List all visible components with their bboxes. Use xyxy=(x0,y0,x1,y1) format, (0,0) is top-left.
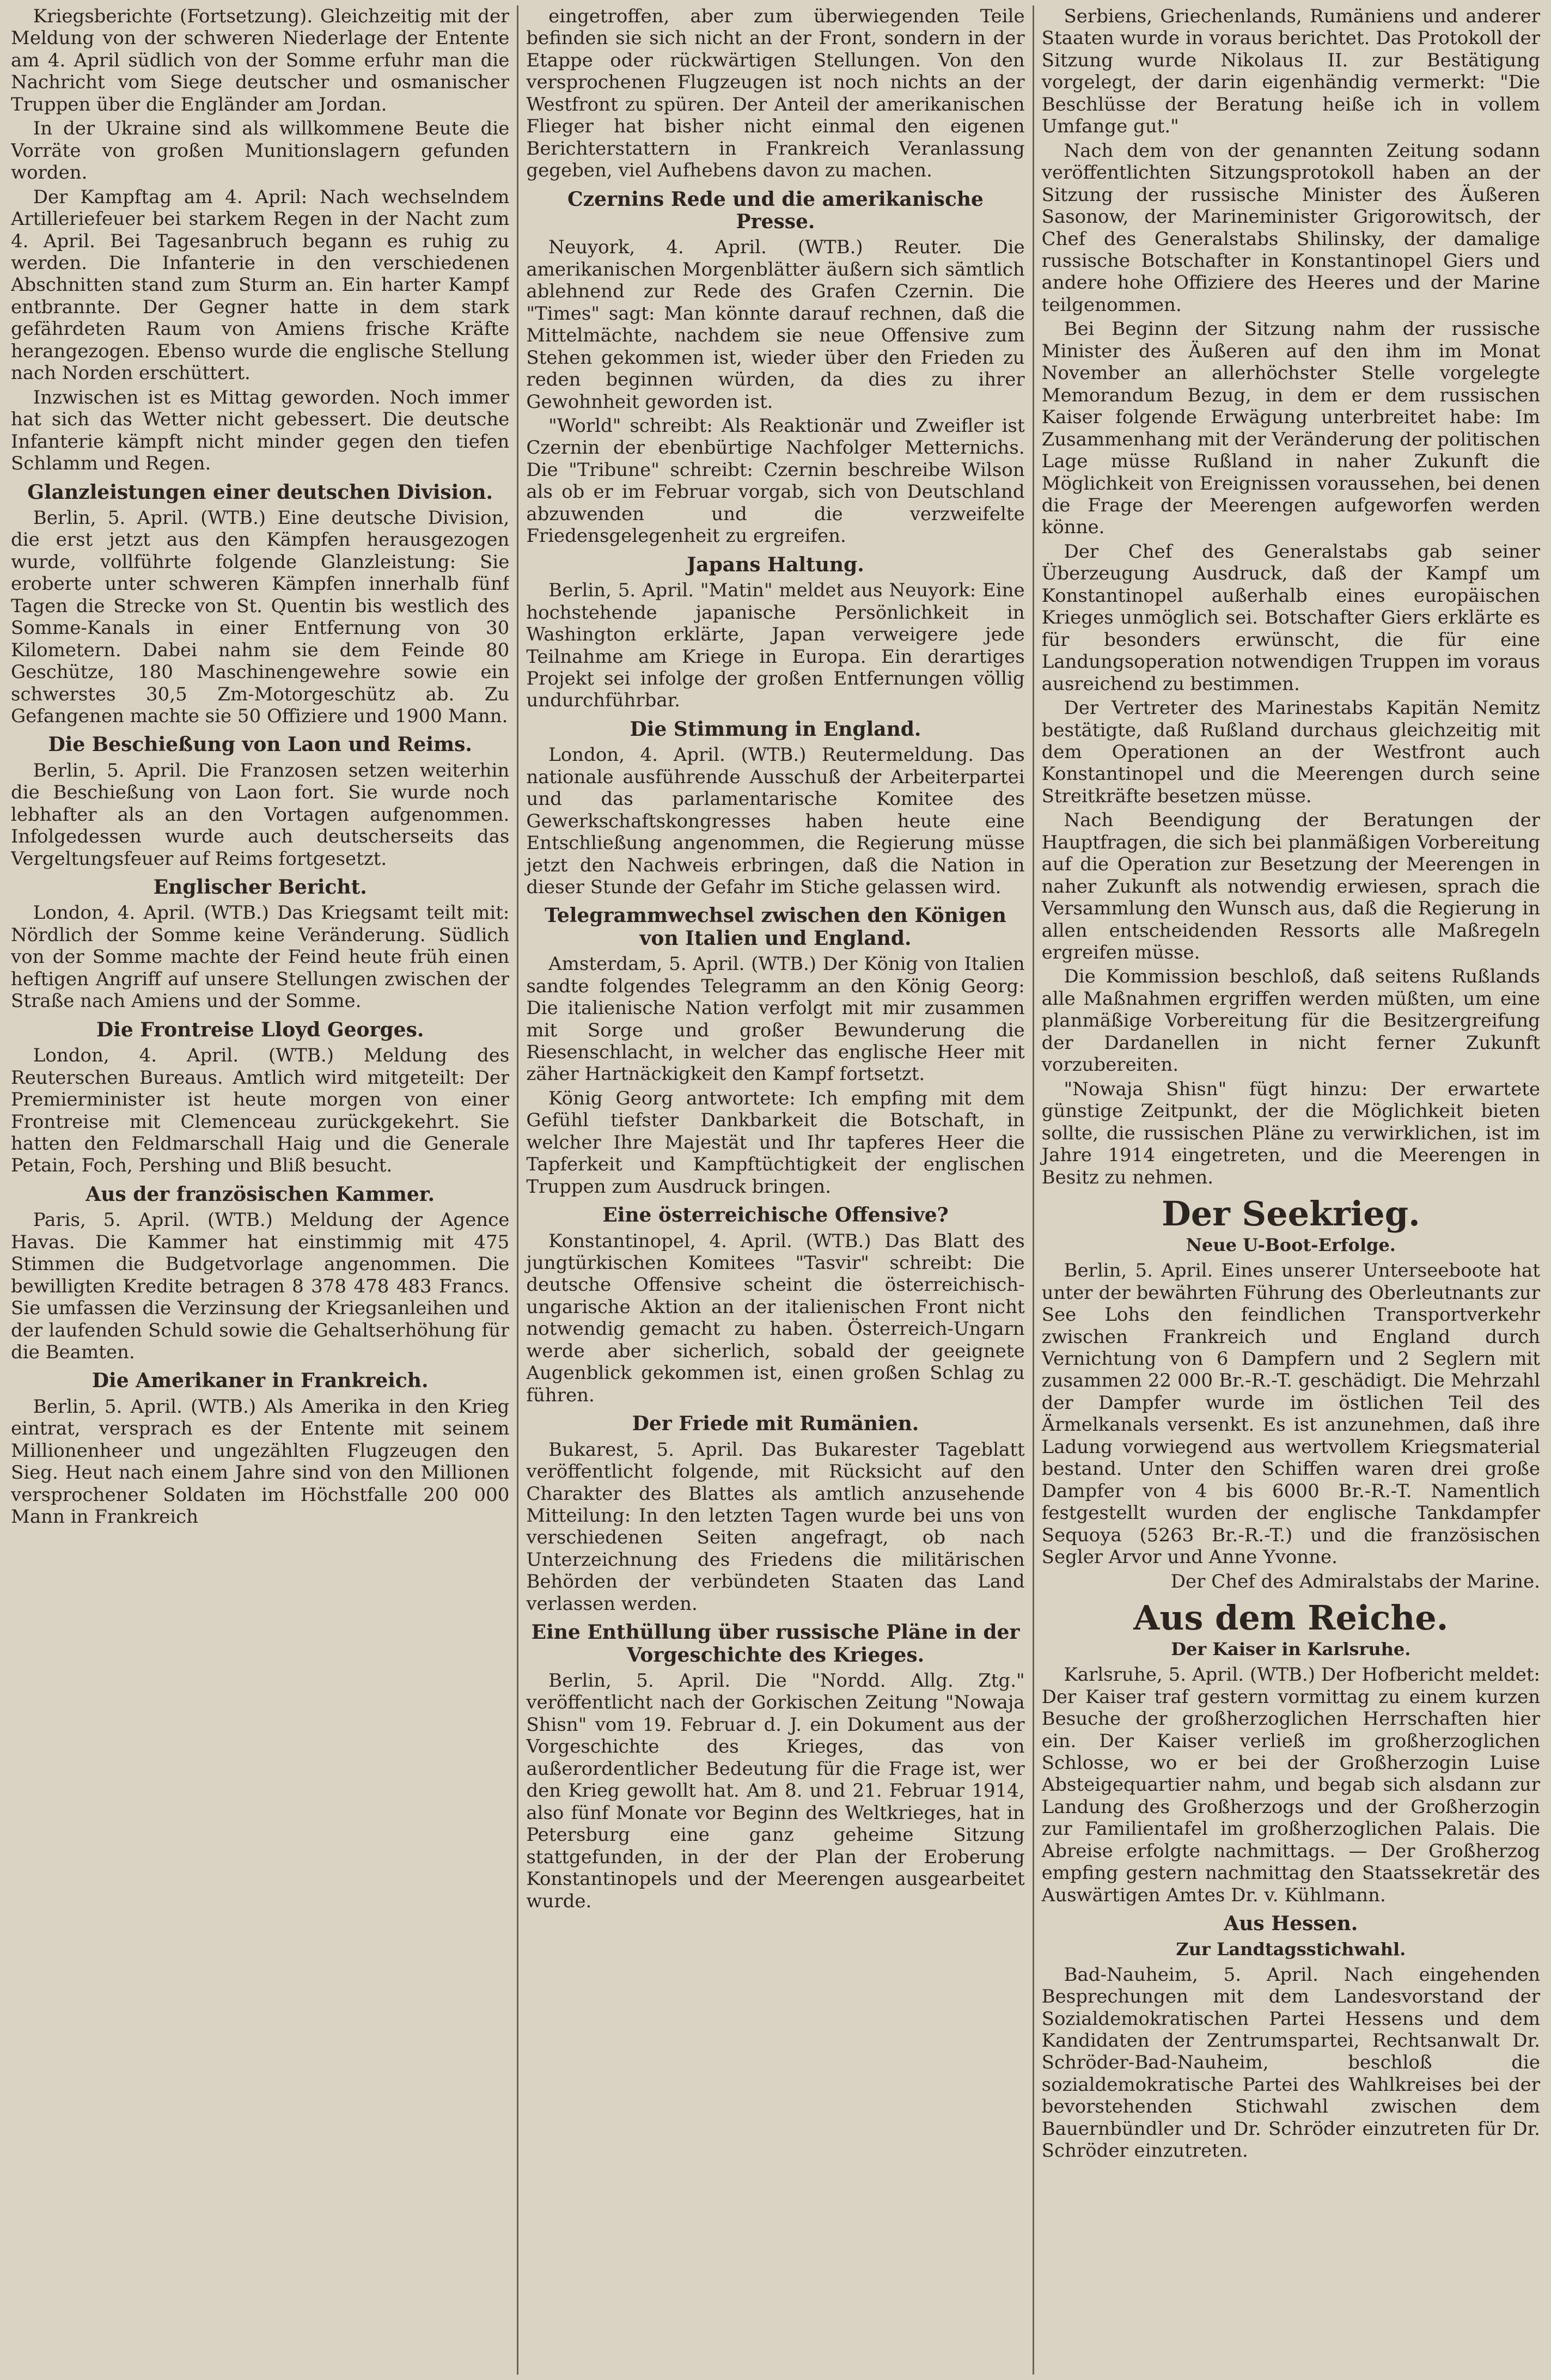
article-heading: Die Beschießung von Laon und Reims. xyxy=(48,733,472,756)
section-heading: Aus dem Reiche. xyxy=(1133,1597,1449,1638)
article-signature: Der Chef des Admiralstabs der Marine. xyxy=(1170,1570,1540,1592)
article-paragraph: Berlin, 5. April. Die "Nordd. Allg. Ztg." veröffentlicht nach der Gorkischen Zeitung "Nowaja Shisn" vom 19. Februar d. J. ein Dokument aus der Vorgeschichte des Krieges, das von außerordentlicher Bedeutung für die Frage ist, wer den Krieg gewollt hat. Am 8. und 21. Februar 1914, also fünf Monate vor Beginn des Weltkrieges, hat in Petersburg eine ganz geheime Sitzung stattgefunden, in der der Plan der Eroberung Konstantinopels und der Meerengen ausgearbeitet wurde. xyxy=(526,1670,1025,1912)
article-paragraph: Berlin, 5. April. Die Franzosen setzen weiterhin die Beschießung von Laon fort. Sie wurde noch lebhafter als an den Vortagen aufgenommen. Infolgedessen wurde auch deutscherseits das Vergeltungsfeuer auf Reims fortgesetzt. xyxy=(11,759,510,870)
article-paragraph: London, 4. April. (WTB.) Das Kriegsamt teilt mit: Nördlich der Somme keine Veränderung. Südlich von der Somme machte der Feind heute früh einen heftigen Angriff auf unsere Stellungen zwischen der Straße nach Amiens und der Somme. xyxy=(11,902,510,1012)
article-heading: Czernins Rede und die amerikanische Presse. xyxy=(567,187,984,234)
article-heading: Glanzleistungen einer deutschen Division. xyxy=(27,480,493,504)
article-paragraph: Bei Beginn der Sitzung nahm der russische Minister des Äußeren auf den ihm im Monat November an allerhöchster Stelle vorgelegte Memorandum Bezug, in dem er dem russischen Kaiser folgende Erwägung unterbreitet habe: Im Zusammenhang mit der Veränderung der politischen Lage müsse Rußland in naher Zukunft die Möglichkeit von Ereignissen voraussehen, bei denen die Frage der Meerengen aufgeworfen werden könne. xyxy=(1041,318,1540,539)
article-paragraph: Der Kampftag am 4. April: Nach wechselndem Artilleriefeuer bei starkem Regen in der Nacht zum 4. April. Bei Tagesanbruch begann es ruhig zu werden. Die Infanterie in den verschiedenen Abschnitten stand zum Sturm an. Ein harter Kampf entbrannte. Der Gegner hatte in dem stark gefährdeten Raum von Amiens frische Kräfte herangezogen. Ebenso wurde die englische Stellung nach Norden erschüttert. xyxy=(11,186,510,385)
article-paragraph: Berlin, 5. April. (WTB.) Eine deutsche Division, die erst jetzt aus den Kämpfen herausgezogen wurde, vollführte folgende Glanzleistung: Sie eroberte unter schweren Kämpfen innerhalb fünf Tagen die Strecke von St. Quentin bis westlich des Somme-Kanals in einer Entfernung von 30 Kilometern. Dabei nahm sie dem Feinde 80 Geschütze, 180 Maschinengewehre sowie ein schwerstes 30,5 Zm-Motorgeschütz ab. Zu Gefangenen machte sie 50 Offiziere und 1900 Mann. xyxy=(11,506,510,727)
article-paragraph: Berlin, 5. April. (WTB.) Als Amerika in den Krieg eintrat, versprach es der Entente mit seinem Millionenheer und ungezählten Flugzeugen den Sieg. Heut nach einem Jahre sind von den Millionen versprochener Soldaten im Höchstfalle 200 000 Mann in Frankreich xyxy=(11,1395,510,1528)
article-paragraph: Paris, 5. April. (WTB.) Meldung der Agence Havas. Die Kammer hat einstimmig mit 475 Stimmen die Budgetvorlage angenommen. Die bewilligten Kredite betragen 8 378 478 483 Francs. Sie umfassen die Verzinsung der Kriegsanleihen und der laufenden Schuld sowie die Gehaltserhöhung für die Beamten. xyxy=(11,1209,510,1363)
article-paragraph: Konstantinopel, 4. April. (WTB.) Das Blatt des jungtürkischen Komitees "Tasvir" schreibt: Die deutsche Offensive scheint die österreichisch-ungarische Aktion an der italienischen Front nicht notwendig gemacht zu haben. Österreich-Ungarn werde aber sicherlich, sobald der geeignete Augenblick gekommen ist, einen großen Schlag zu führen. xyxy=(526,1230,1025,1406)
article-paragraph: Der Chef des Generalstabs gab seiner Überzeugung Ausdruck, daß der Kampf um Konstantinopel außerhalb eines europäischen Krieges unmöglich sei. Botschafter Giers erklärte es für besonders erwünscht, die für eine Landungsoperation notwendigen Truppen im voraus ausreichend zu bestimmen. xyxy=(1041,540,1540,695)
article-heading: Aus der französischen Kammer. xyxy=(86,1182,435,1206)
article-heading: Telegrammwechsel zwischen den Königen von Italien und England. xyxy=(545,904,1006,950)
article-paragraph: "Nowaja Shisn" fügt hinzu: Der erwartete günstige Zeitpunkt, der die Möglichkeit bieten sollte, die russischen Pläne zu verwirklichen, ist im Jahre 1914 eingetreten, und die Meerengen in Besitz zu nehmen. xyxy=(1041,1078,1540,1188)
article-paragraph: Karlsruhe, 5. April. (WTB.) Der Hofbericht meldet: Der Kaiser traf gestern vormittag zu einem kurzen Besuche der großherzoglichen Herrschaften hier ein. Der Kaiser verließ im großherzoglichen Schlosse, wo er bei der Großherzogin Luise Absteigequartier nahm, und begab sich alsdann zur Landung des Großherzogs und der Großherzogin zur Familientafel im großherzoglichen Palais. Die Abreise erfolgte nachmittags. — Der Großherzog empfing gestern nachmittag den Staatssekretär des Auswärtigen Amtes Dr. v. Kühlmann. xyxy=(1041,1664,1540,1906)
article-heading: Die Frontreise Lloyd Georges. xyxy=(96,1018,424,1041)
section-subheading: Der Kaiser in Karlsruhe. xyxy=(1171,1639,1411,1660)
article-paragraph: Serbiens, Griechenlands, Rumäniens und anderer Staaten wurde in voraus berichtet. Das Protokoll der Sitzung wurde Nikolaus II. zur Bestätigung vorgelegt, der darin eigenhändig vermerkt: "Die Beschlüsse der Beratung heiße ich in vollem Umfange gut." xyxy=(1041,5,1540,138)
column-1 xyxy=(11,5,509,2375)
article-heading: Eine österreichische Offensive? xyxy=(602,1204,949,1227)
article-paragraph: Nach Beendigung der Beratungen der Hauptfragen, die sich bei planmäßigen Vorbereitung auf die Operation zur Besetzung der Meerengen in naher Zukunft als notwendig erwiesen, sprach die Versammlung den Wunsch aus, daß die Regierung in allen entscheidenden Ressorts alle Maßregeln ergreifen müsse. xyxy=(1041,809,1540,964)
article-paragraph: Bukarest, 5. April. Das Bukarester Tageblatt veröffentlicht folgende, mit Rücksicht auf den Charakter des Blattes als amtlich anzusehende Mitteilung: In den letzten Tagen wurde bei uns von verschiedenen Seiten angefragt, ob nach Unterzeichnung des Friedens die militärischen Behörden der verbündeten Staaten das Land verlassen werden. xyxy=(526,1438,1025,1615)
section-subheading: Neue U-Boot-Erfolge. xyxy=(1186,1235,1396,1256)
article-paragraph: London, 4. April. (WTB.) Reutermeldung. Das nationale ausführende Ausschuß der Arbeiterpartei und das parlamentarische Komitee des Gewerkschaftskongresses haben heute eine Entschließung angenommen, die Regierung müsse jetzt den Nachweis erbringen, daß die Nation in dieser Stunde der Gefahr im Stiche gelassen wird. xyxy=(526,744,1025,898)
article-paragraph: Berlin, 5. April. "Matin" meldet aus Neuyork: Eine hochstehende japanische Persönlichkeit in Washington erklärte, Japan verweigere jede Teilnahme am Kriege in Europa. Ein derartiges Projekt sei infolge der großen Entfernungen völlig undurchführbar. xyxy=(526,579,1025,712)
article-paragraph: Kriegsberichte (Fortsetzung). Gleichzeitig mit der Meldung von der schweren Niederlage der Entente am 4. April südlich von der Somme erfuhr man die Nachricht vom Siege deutscher und osmanischer Truppen über die Engländer am Jordan. xyxy=(11,5,510,115)
article-paragraph: König Georg antwortete: Ich empfing mit dem Gefühl tiefster Dankbarkeit die Botschaft, in welcher Ihre Majestät und Ihr tapferes Heer die Tapferkeit und Kampftüchtigkeit der englischen Truppen zum Ausdruck bringen. xyxy=(526,1087,1025,1198)
article-paragraph: Inzwischen ist es Mittag geworden. Noch immer hat sich das Wetter nicht gebessert. Die deutsche Infanterie kämpft nicht minder gegen den tiefen Schlamm und Regen. xyxy=(11,386,510,475)
article-heading: Die Stimmung in England. xyxy=(630,717,921,741)
article-paragraph: Die Kommission beschloß, daß seitens Rußlands alle Maßnahmen ergriffen werden müßten, um eine planmäßige Vorbereitung für die Besitzergreifung der Dardanellen in nicht ferner Zukunft vorzubereiten. xyxy=(1041,966,1540,1076)
article-paragraph: Der Vertreter des Marinestabs Kapitän Nemitz bestätigte, daß Rußland durchaus gleichzeitig mit dem Operationen an der Westfront auch Konstantinopel und die Meerengen durch seine Streitkräfte besetzen müsse. xyxy=(1041,697,1540,807)
article-paragraph: eingetroffen, aber zum überwiegenden Teile befinden sie sich nicht an der Front, sondern in der Etappe oder rückwärtigen Stellungen. Von den versprochenen Flugzeugen ist noch nichts an der Westfront zu spüren. Der Anteil der amerikanischen Flieger hat bisher nicht einmal den eigenen Berichterstattern in Frankreich Veranlassung gegeben, viel Aufhebens davon zu machen. xyxy=(526,5,1025,182)
article-heading: Die Amerikaner in Frankreich. xyxy=(91,1369,429,1393)
section-heading: Der Seekrieg. xyxy=(1161,1194,1420,1234)
article-paragraph: Bad-Nauheim, 5. April. Nach eingehenden Besprechungen mit dem Landesvorstand der Sozialdemokratischen Partei Hessens und dem Kandidaten der Zentrumspartei, Rechtsanwalt Dr. Schröder-Bad-Nauheim, beschloß die sozialdemokratische Partei des Wahlkreises bei der bevorstehenden Stichwahl zwischen dem Bauernbündler und Dr. Schröder einzutreten für Dr. Schröder einzutreten. xyxy=(1041,1963,1540,2162)
article-paragraph: Nach dem von der genannten Zeitung sodann veröffentlichten Sitzungsprotokoll haben an der Sitzung der russische Minister des Äußeren Sasonow, der Marineminister Grigorowitsch, der Chef des Generalstabs Shilinsky, der damalige russische Botschafter in Konstantinopel Giers und andere hohe Offiziere des Heeres und der Marine teilgenommen. xyxy=(1041,139,1540,316)
article-paragraph: Amsterdam, 5. April. (WTB.) Der König von Italien sandte folgendes Telegramm an den König Georg: Die italienische Nation verfolgt mit mir zusammen mit Sorge und großer Bewunderung die Riesenschlacht, in welcher das englische Heer mit zäher Hartnäckigkeit den Kampf fortsetzt. xyxy=(526,953,1025,1085)
column-3 xyxy=(1033,5,1540,2375)
article-paragraph: In der Ukraine sind als willkommene Beute die Vorräte von großen Munitionslagern gefunden worden. xyxy=(11,118,510,184)
article-heading: Englischer Bericht. xyxy=(153,876,367,899)
article-heading: Eine Enthüllung über russische Pläne in der Vorgeschichte des Krieges. xyxy=(531,1621,1020,1667)
article-paragraph: Berlin, 5. April. Eines unserer Unterseeboote hat unter der bewährten Führung des Oberleutnants zur See Lohs den feindlichen Transportverkehr zwischen Frankreich und England durch Vernichtung von 6 Dampfern und 2 Seglern mit zusammen 22 000 Br.-R.-T. geschädigt. Die Mehrzahl der Dampfer wurde im östlichen Teil des Ärmelkanals versenkt. Es ist anzunehmen, daß ihre Ladung vorwiegend aus wertvollem Kriegsmaterial bestand. Unter den Schiffen waren drei große Dampfer von 4 bis 6000 Br.-R.-T. Namentlich festgestellt wurden der englische Tankdampfer Sequoya (5263 Br.-R.-T.) und die französischen Segler Arvor und Anne Yvonne. xyxy=(1041,1260,1540,1569)
article-paragraph: London, 4. April. (WTB.) Meldung des Reuterschen Bureaus. Amtlich wird mitgeteilt: Der Premierminister ist heute morgen von einer Frontreise mit Clemenceau zurückgekehrt. Sie hatten den Feldmarschall Haig und die Generale Petain, Foch, Pershing und Bliß besucht. xyxy=(11,1045,510,1177)
section-subheading: Zur Landtagsstichwahl. xyxy=(1176,1938,1406,1960)
article-heading: Der Friede mit Rumänien. xyxy=(632,1412,919,1436)
article-heading: Japans Haltung. xyxy=(687,553,864,576)
column-2 xyxy=(517,5,1024,2375)
article-heading: Aus Hessen. xyxy=(1224,1912,1358,1936)
article-paragraph: "World" schreibt: Als Reaktionär und Zweifler ist Czernin der ebenbürtige Nachfolger Metternichs. Die "Tribune" schreibt: Czernin beschreibe Wilson als ob er im Februar vorgab, sich von Deutschland abzuwenden und die verzweifelte Friedensgelegenheit zu ergreifen. xyxy=(526,415,1025,547)
article-paragraph: Neuyork, 4. April. (WTB.) Reuter. Die amerikanischen Morgenblätter äußern sich sämtlich ablehnend zur Rede des Grafen Czernin. Die "Times" sagt: Man könnte darauf rechnen, daß die Mittelmächte, nachdem sie neue Offensive zum Stehen gekommen ist, wieder über den Frieden zu reden beginnen würden, da dies zu ihrer Gewohnheit geworden ist. xyxy=(526,236,1025,413)
